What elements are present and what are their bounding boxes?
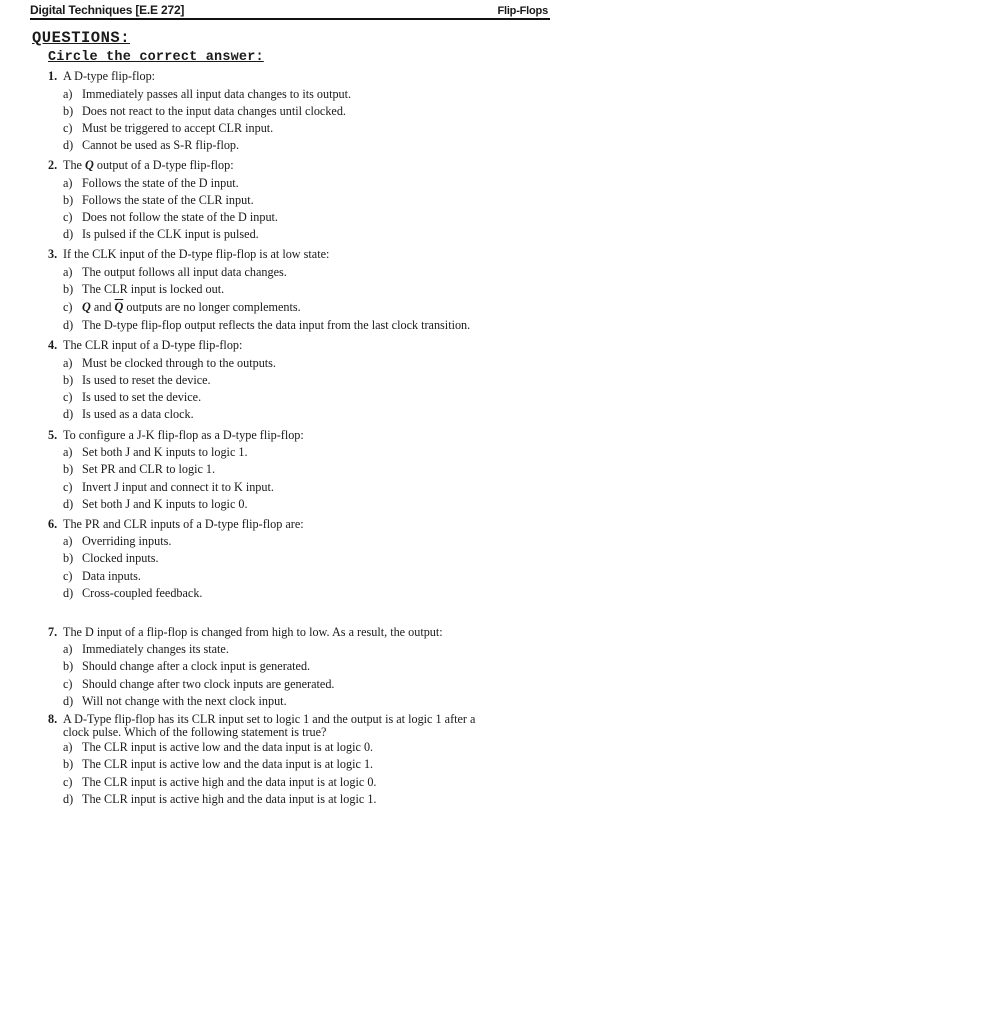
option-text: and <box>93 300 112 314</box>
option-label: c) <box>63 121 73 135</box>
option <box>63 694 287 708</box>
option <box>63 104 346 118</box>
section-title: QUESTIONS: <box>32 29 131 47</box>
option <box>63 227 259 241</box>
question-5 <box>48 428 304 442</box>
option-label: a) <box>63 740 73 754</box>
option <box>63 740 373 754</box>
q-symbol: Q <box>85 158 94 172</box>
option <box>63 757 373 771</box>
option-label: d) <box>63 586 74 600</box>
option-text: The D-type flip-flop output reflects the data input from the last clock transition. <box>82 318 471 332</box>
question-number: 8. <box>48 712 58 726</box>
question-text: The PR and CLR inputs of a D-type flip-flop are: <box>63 517 304 531</box>
option <box>63 445 248 459</box>
option-label: c) <box>63 390 73 404</box>
option <box>63 775 376 789</box>
question-text: The D input of a flip-flop is changed from high to low. As a result, the output: <box>63 625 443 639</box>
option-label: b) <box>63 104 74 118</box>
option <box>63 138 239 152</box>
question-text: If the CLK input of the D-type flip-flop is at low state: <box>63 247 330 261</box>
option <box>63 210 278 224</box>
question-number: 7. <box>48 625 58 639</box>
question-number: 6. <box>48 517 58 531</box>
option-text: Set both J and K inputs to logic 0. <box>82 497 248 511</box>
question-text: The <box>63 158 82 172</box>
option <box>63 300 301 314</box>
option <box>63 176 239 190</box>
option-label: c) <box>63 210 73 224</box>
option <box>63 659 310 673</box>
option <box>63 677 334 691</box>
page-header <box>30 3 550 20</box>
option-label: a) <box>63 356 73 370</box>
option <box>63 87 351 101</box>
option-label: c) <box>63 300 73 314</box>
option-text: Must be triggered to accept CLR input. <box>82 121 274 135</box>
option-label: d) <box>63 497 74 511</box>
question-3 <box>48 247 329 261</box>
option-text: outputs are no longer complements. <box>126 300 301 314</box>
option <box>63 569 141 583</box>
question-4 <box>48 338 242 352</box>
question-text: A D-Type flip-flop has its CLR input set to logic 1 and the output is at logic 1 after a <box>63 712 476 726</box>
option-text: Follows the state of the D input. <box>82 176 239 190</box>
option-text: Immediately passes all input data changes to its output. <box>82 87 352 101</box>
option-text: Does not follow the state of the D input. <box>82 210 278 224</box>
question-6 <box>48 517 304 531</box>
option-label: d) <box>63 694 74 708</box>
option-text: Set PR and CLR to logic 1. <box>82 462 216 476</box>
question-number: 4. <box>48 338 58 352</box>
option <box>63 534 171 548</box>
option-label: b) <box>63 462 74 476</box>
option <box>63 792 376 806</box>
option-text: Overriding inputs. <box>82 534 172 548</box>
question-number: 2. <box>48 158 58 172</box>
option-label: a) <box>63 534 73 548</box>
option <box>63 586 202 600</box>
question-text: To configure a J-K flip-flop as a D-type flip-flop: <box>63 428 304 442</box>
option-label: c) <box>63 677 73 691</box>
option-text: The CLR input is locked out. <box>82 282 225 296</box>
option-label: d) <box>63 138 74 152</box>
question-8 <box>48 712 475 726</box>
option-label: b) <box>63 659 74 673</box>
question-2 <box>48 158 234 172</box>
option <box>63 318 470 332</box>
option <box>63 121 273 135</box>
option-label: b) <box>63 282 74 296</box>
option <box>63 642 229 656</box>
topic-title: Flip-Flops <box>497 5 548 17</box>
option-label: d) <box>63 792 74 806</box>
option-text: Will not change with the next clock input. <box>82 694 287 708</box>
option-text: Invert J input and connect it to K input. <box>82 480 274 494</box>
option-label: c) <box>63 775 73 789</box>
question-text: The CLR input of a D-type flip-flop: <box>63 338 243 352</box>
option-label: d) <box>63 227 74 241</box>
option-text: Is pulsed if the CLK input is pulsed. <box>82 227 259 241</box>
q-bar-symbol: $\overline{Q}$ <box>114 300 124 314</box>
option-label: d) <box>63 407 74 421</box>
question-number: 3. <box>48 247 58 261</box>
option-text: The CLR input is active low and the data input is at logic 1. <box>82 757 374 771</box>
option <box>63 407 194 421</box>
q-symbol: Q <box>82 300 91 314</box>
option-text: The CLR input is active high and the data input is at logic 0. <box>82 775 377 789</box>
option-label: a) <box>63 87 73 101</box>
option-label: a) <box>63 265 73 279</box>
option-label: d) <box>63 318 74 332</box>
option-text: Clocked inputs. <box>82 551 159 565</box>
option-text: Is used to set the device. <box>82 390 202 404</box>
option-text: Should change after a clock input is generated. <box>82 659 311 673</box>
option-text: Is used to reset the device. <box>82 373 211 387</box>
option-label: a) <box>63 642 73 656</box>
option-text: Follows the state of the CLR input. <box>82 193 254 207</box>
option-text: Cross-coupled feedback. <box>82 586 203 600</box>
option-text: Set both J and K inputs to logic 1. <box>82 445 248 459</box>
option <box>63 193 254 207</box>
option <box>63 265 287 279</box>
option <box>63 373 211 387</box>
option-text: Does not react to the input data changes until clocked. <box>82 104 346 118</box>
option <box>63 462 215 476</box>
option-text: Should change after two clock inputs are generated. <box>82 677 335 691</box>
option <box>63 356 276 370</box>
option <box>63 282 224 296</box>
option-text: Must be clocked through to the outputs. <box>82 356 276 370</box>
option-label: c) <box>63 480 73 494</box>
question-text: output of a D-type flip-flop: <box>96 158 234 172</box>
option-label: b) <box>63 551 74 565</box>
option-text: The CLR input is active high and the data input is at logic 1. <box>82 792 377 806</box>
option <box>63 390 201 404</box>
option-label: b) <box>63 193 74 207</box>
question-7 <box>48 625 443 639</box>
question-text: A D-type flip-flop: <box>63 69 156 83</box>
option-label: b) <box>63 373 74 387</box>
option <box>63 480 274 494</box>
option-text: Immediately changes its state. <box>82 642 229 656</box>
question-1 <box>48 69 155 83</box>
option-label: a) <box>63 445 73 459</box>
option-text: The CLR input is active low and the data input is at logic 0. <box>82 740 374 754</box>
instruction-heading: Circle the correct answer: <box>48 50 264 65</box>
option-label: c) <box>63 569 73 583</box>
option-label: b) <box>63 757 74 771</box>
question-8-continued: clock pulse. Which of the following statement is true? <box>63 725 327 739</box>
option <box>63 497 248 511</box>
question-number: 1. <box>48 69 58 83</box>
option <box>63 551 159 565</box>
option-text: Data inputs. <box>82 569 141 583</box>
course-title: Digital Techniques [E.E 272] <box>30 3 185 17</box>
question-number: 5. <box>48 428 58 442</box>
option-label: a) <box>63 176 73 190</box>
option-text: Is used as a data clock. <box>82 407 194 421</box>
option-text: Cannot be used as S-R flip-flop. <box>82 138 240 152</box>
option-text: The output follows all input data changes. <box>82 265 287 279</box>
